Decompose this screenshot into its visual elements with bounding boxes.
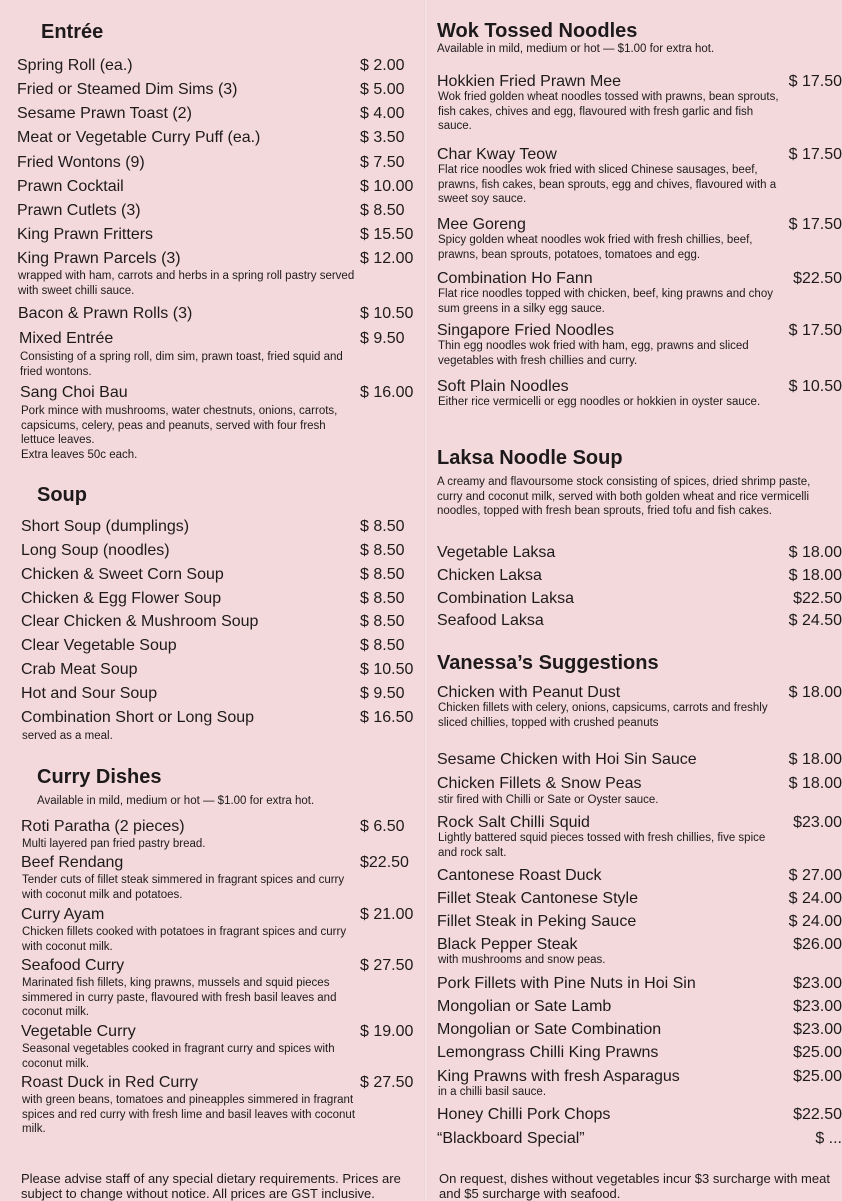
menu-item-price: $ 27.00	[788, 867, 842, 884]
menu-item-price: $ 8.50	[360, 542, 405, 559]
menu-item-price: $ 4.00	[360, 105, 405, 122]
menu-item-price: $ 18.00	[788, 544, 842, 561]
menu-item-price: $ 21.00	[360, 906, 414, 923]
menu-item-name: Long Soup (noodles)	[21, 542, 170, 559]
menu-item-name: Short Soup (dumplings)	[21, 518, 190, 535]
menu-item-description: Lightly battered squid pieces tossed with fresh chillies, five spice and rock salt.	[438, 832, 766, 859]
menu-item-name: Crab Meat Soup	[21, 661, 138, 678]
menu-item-description: with green beans, tomatoes and pineapples simmered in fragrant spices and red curry with fresh lime and basil leaves with coconut milk.	[22, 1094, 356, 1136]
menu-item-price: $ ...	[815, 1130, 842, 1147]
menu-item-name: Fillet Steak Cantonese Style	[437, 890, 638, 907]
menu-item-price: $ 24.00	[788, 890, 842, 907]
menu-item-name: Mee Goreng	[437, 216, 526, 233]
menu-item-name: Seafood Curry	[21, 957, 125, 974]
menu-item-name: Chicken with Peanut Dust	[437, 684, 621, 701]
menu-item-price: $23.00	[793, 1021, 842, 1038]
menu-item-name: Chicken Laksa	[437, 567, 542, 584]
menu-item-description: wrapped with ham, carrots and herbs in a spring roll pastry served with sweet chilli sauce.	[18, 270, 355, 297]
menu-item-price: $ 7.50	[360, 154, 405, 171]
menu-item-name: King Prawn Parcels (3)	[17, 250, 181, 267]
menu-item-price: $ 17.50	[788, 146, 842, 163]
menu-item-name: Rock Salt Chilli Squid	[437, 814, 590, 831]
menu-item-price: $ 15.50	[360, 226, 414, 243]
section-heading: Laksa Noodle Soup	[437, 447, 623, 469]
menu-item-name: Singapore Fried Noodles	[437, 322, 614, 339]
menu-item-description: stir fired with Chilli or Sate or Oyster sauce.	[438, 794, 659, 806]
menu-item-name: King Prawn Fritters	[17, 226, 154, 243]
menu-item-name: Sang Choi Bau	[20, 384, 128, 401]
menu-item-description: Thin egg noodles wok fried with ham, egg, prawns and sliced vegetables with fresh chillies and curry.	[438, 340, 749, 367]
menu-item-price: $ 9.50	[360, 685, 405, 702]
menu-item-name: Roti Paratha (2 pieces)	[21, 818, 185, 835]
menu-item-price: $ 17.50	[788, 73, 842, 90]
menu-item-name: Clear Chicken & Mushroom Soup	[21, 613, 259, 630]
menu-item-name: Char Kway Teow	[437, 146, 557, 163]
section-note: Available in mild, medium or hot — $1.00 for extra hot.	[437, 43, 715, 55]
menu-item-description: with mushrooms and snow peas.	[438, 954, 606, 966]
menu-item-name: King Prawns with fresh Asparagus	[437, 1068, 680, 1085]
menu-item-price: $ 10.50	[360, 305, 414, 322]
menu-item-price: $25.00	[793, 1068, 842, 1085]
menu-item-name: Bacon & Prawn Rolls (3)	[18, 305, 193, 322]
menu-item-price: $23.00	[793, 998, 842, 1015]
menu-item-price: $ 27.50	[360, 1074, 414, 1091]
menu-item-description: Seasonal vegetables cooked in fragrant curry and spices with coconut milk.	[22, 1043, 335, 1070]
menu-item-description: Wok fried golden wheat noodles tossed with prawns, bean sprouts, fish cakes, chives and egg, flavoured with fresh garlic and fish sauce.	[438, 91, 779, 133]
menu-item-price: $22.50	[360, 854, 409, 871]
menu-item-price: $ 18.00	[788, 775, 842, 792]
menu-item-name: Fried or Steamed Dim Sims (3)	[17, 81, 238, 98]
menu-item-price: $22.50	[793, 270, 842, 287]
menu-item-price: $26.00	[793, 936, 842, 953]
menu-item-price: $ 9.50	[360, 330, 405, 347]
menu-item-name: Mongolian or Sate Combination	[437, 1021, 662, 1038]
surcharge-note: On request, dishes without vegetables incur $3 surcharge with meat and $5 surcharge with seafood.	[439, 1171, 830, 1201]
section-heading: Vanessa’s Suggestions	[437, 652, 659, 674]
menu-item-description: Multi layered pan fried pastry bread.	[22, 838, 206, 850]
menu-item-price: $ 10.00	[360, 178, 414, 195]
menu-item-name: Sesame Prawn Toast (2)	[17, 105, 192, 122]
menu-item-description: Flat rice noodles topped with chicken, beef, king prawns and choy sum greens in a silky egg sauce.	[438, 288, 773, 315]
menu-item-description: Either rice vermicelli or egg noodles or hokkien in oyster sauce.	[438, 396, 761, 408]
menu-item-name: Seafood Laksa	[437, 612, 544, 629]
menu-item-price: $ 6.50	[360, 818, 405, 835]
menu-item-name: Cantonese Roast Duck	[437, 867, 602, 884]
menu-item-description: Pork mince with mushrooms, water chestnuts, onions, carrots, capsicums, celery, peas and peanuts, served with four fresh lettuce leaves. Extra leaves 50c each.	[21, 405, 338, 461]
menu-item-price: $ 18.00	[788, 751, 842, 768]
menu-item-price: $ 19.00	[360, 1023, 414, 1040]
menu-item-name: Lemongrass Chilli King Prawns	[437, 1044, 659, 1061]
menu-item-name: Chicken & Sweet Corn Soup	[21, 566, 224, 583]
page-fold	[424, 0, 428, 1200]
menu-item-price: $ 16.00	[360, 384, 414, 401]
menu-item-description: Chicken fillets cooked with potatoes in fragrant spices and curry with coconut milk.	[22, 926, 347, 953]
menu-item-description: Spicy golden wheat noodles wok fried with fresh chillies, beef, prawns, bean sprouts, potatoes, tomatoes and egg.	[438, 234, 753, 261]
menu-item-name: Hot and Sour Soup	[21, 685, 158, 702]
menu-item-name: Combination Laksa	[437, 590, 574, 607]
menu-item-name: Prawn Cutlets (3)	[17, 202, 141, 219]
menu-item-price: $22.50	[793, 590, 842, 607]
menu-item-price: $ 24.00	[788, 913, 842, 930]
menu-item-description: served as a meal.	[22, 730, 113, 742]
menu-item-name: “Blackboard Special”	[437, 1130, 585, 1147]
dietary-note: Please advise staff of any special dietary requirements. Prices are subject to change without notice. All prices are GST inclusive.	[21, 1171, 401, 1201]
menu-item-name: Beef Rendang	[21, 854, 124, 871]
menu-item-price: $ 17.50	[788, 216, 842, 233]
menu-item-price: $ 18.00	[788, 684, 842, 701]
menu-item-price: $ 10.50	[360, 661, 414, 678]
menu-item-name: Clear Vegetable Soup	[21, 637, 177, 654]
menu-item-price: $ 8.50	[360, 613, 405, 630]
menu-item-price: $ 8.50	[360, 590, 405, 607]
menu-item-price: $22.50	[793, 1106, 842, 1123]
menu-item-name: Curry Ayam	[21, 906, 105, 923]
section-note: A creamy and flavoursome stock consisting of spices, dried shrimp paste, curry and coconut milk, served with both golden wheat and rice vermicelli noodles, topped with fresh bean sprouts, fried tofu and fish cakes.	[437, 476, 811, 518]
menu-item-price: $ 27.50	[360, 957, 414, 974]
menu-item-name: Prawn Cocktail	[17, 178, 124, 195]
menu-item-name: Soft Plain Noodles	[437, 378, 569, 395]
menu-item-name: Hokkien Fried Prawn Mee	[437, 73, 622, 90]
menu-item-name: Mongolian or Sate Lamb	[437, 998, 612, 1015]
menu-item-description: Consisting of a spring roll, dim sim, prawn toast, fried squid and fried wontons.	[20, 351, 343, 378]
menu-item-name: Fillet Steak in Peking Sauce	[437, 913, 637, 930]
menu-item-price: $ 24.50	[788, 612, 842, 629]
menu-item-name: Black Pepper Steak	[437, 936, 578, 953]
section-note: Available in mild, medium or hot — $1.00 for extra hot.	[37, 795, 315, 807]
menu-item-price: $ 2.00	[360, 57, 405, 74]
menu-item-description: Flat rice noodles wok fried with sliced Chinese sausages, beef, prawns, fish cakes, bean sprouts, egg and chives, flavoured with a sweet soy sauce.	[438, 164, 777, 206]
menu-item-price: $ 18.00	[788, 567, 842, 584]
menu-item-name: Honey Chilli Pork Chops	[437, 1106, 611, 1123]
menu-item-price: $ 3.50	[360, 129, 405, 146]
menu-item-price: $ 8.50	[360, 202, 405, 219]
menu-item-description: Chicken fillets with celery, onions, capsicums, carrots and freshly sliced chillies, topped with crushed peanuts	[438, 702, 768, 729]
menu-item-name: Chicken & Egg Flower Soup	[21, 590, 222, 607]
menu-item-description: in a chilli basil sauce.	[438, 1086, 547, 1098]
menu-item-price: $ 17.50	[788, 322, 842, 339]
menu-item-name: Combination Ho Fann	[437, 270, 593, 287]
menu-item-price: $ 12.00	[360, 250, 414, 267]
menu-item-description: Tender cuts of fillet steak simmered in fragrant spices and curry with coconut milk and potatoes.	[22, 874, 345, 901]
menu-item-name: Meat or Vegetable Curry Puff (ea.)	[17, 129, 261, 146]
menu-item-price: $25.00	[793, 1044, 842, 1061]
menu-item-name: Fried Wontons (9)	[17, 154, 145, 171]
menu-item-name: Vegetable Laksa	[437, 544, 556, 561]
menu-item-price: $ 16.50	[360, 709, 414, 726]
menu-item-name: Roast Duck in Red Curry	[21, 1074, 198, 1091]
menu-item-name: Vegetable Curry	[21, 1023, 136, 1040]
menu-item-price: $ 8.50	[360, 518, 405, 535]
menu-item-name: Sesame Chicken with Hoi Sin Sauce	[437, 751, 697, 768]
menu-item-name: Mixed Entrée	[19, 330, 114, 347]
menu-item-name: Pork Fillets with Pine Nuts in Hoi Sin	[437, 975, 696, 992]
section-heading: Wok Tossed Noodles	[437, 20, 638, 42]
menu-item-name: Combination Short or Long Soup	[21, 709, 255, 726]
menu-item-price: $ 8.50	[360, 566, 405, 583]
menu-item-price: $ 8.50	[360, 637, 405, 654]
menu-item-price: $23.00	[793, 975, 842, 992]
menu-item-name: Chicken Fillets & Snow Peas	[437, 775, 642, 792]
menu-item-price: $ 10.50	[788, 378, 842, 395]
section-heading: Soup	[37, 484, 87, 506]
menu-item-name: Spring Roll (ea.)	[17, 57, 133, 74]
section-heading: Curry Dishes	[37, 766, 162, 788]
section-heading: Entrée	[41, 21, 104, 43]
menu-item-price: $ 5.00	[360, 81, 405, 98]
menu-item-price: $23.00	[793, 814, 842, 831]
menu-item-description: Marinated fish fillets, king prawns, mussels and squid pieces simmered in curry paste, flavoured with fresh basil leaves and coconut milk.	[22, 977, 337, 1019]
